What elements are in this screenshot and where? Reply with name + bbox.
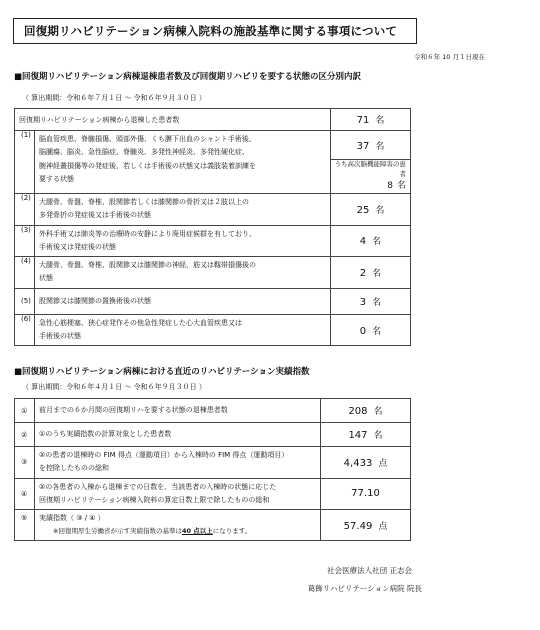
org-name: 社会医療法人社団 正志会 (327, 566, 412, 575)
table-row (15, 131, 411, 160)
table-row (15, 314, 411, 346)
section1-heading: ■回復期リハビリテーション病棟退棟患者数及び回復期リハビリを要する状態の区分別内訳 (14, 72, 362, 82)
table-row (15, 257, 411, 289)
row-description: 急性心筋梗塞、狭心症発作その他急性発症した心大血管疾患又は 手術後の状態 (35, 314, 331, 346)
row-description: ①のうち実績指数の計算対象とした患者数 (35, 423, 321, 447)
row-number: (2) (15, 194, 35, 226)
row-description: 大腿骨、骨盤、脊椎、股関節若しくは膝関節の骨折又は２肢以上の 多発骨折の発症後又は手術後の状態 (35, 194, 331, 226)
table-row (15, 510, 411, 541)
row-description: 大腿骨、骨盤、脊椎、股関節又は膝関節の神経、筋又は靱帯損傷後の 状態 (35, 257, 331, 289)
row-value: 57.49 点 (321, 510, 411, 541)
row-value: 3 名 (331, 288, 411, 314)
row-number: ② (15, 423, 35, 447)
table-row (15, 194, 411, 226)
row-description: 前月までの６か月間の回復期リハを要する状態の退棟患者数 (35, 399, 321, 423)
row-value: 2 名 (331, 257, 411, 289)
row-value: 4 名 (331, 225, 411, 257)
table-row (15, 225, 411, 257)
row-description: ②の患者の退棟時の FIM 得点（運動項目）から入棟時の FIM 得点（運動項目） を控除したものの総和 (35, 447, 321, 479)
row-value: 77.10 (321, 478, 411, 510)
total-row (15, 109, 411, 131)
row-value: 25 名 (331, 194, 411, 226)
index-table (14, 398, 411, 541)
document-title: 回復期リハビリテーション病棟入院料の施設基準に関する事項について (13, 18, 417, 44)
hospital-signature: 葛飾リハビリテーション病院 院長 (307, 584, 422, 593)
table-row (15, 478, 411, 510)
as-of-date: 令和６年 10 月１日現在 (414, 53, 485, 61)
row-number: ⑤ (15, 510, 35, 541)
row-value: 4,433 点 (321, 447, 411, 479)
row-number: (5) (15, 288, 35, 314)
row-description: 脳血管疾患、脊髄損傷、頭部外傷、くも膜下出血のシャント手術後、 脳腫瘍、脳炎、急性脳症、脊髄炎、多発性神経炎、多発性硬化症、 腕神経叢損傷等の発症後、若しくは手術後の状態又は義肢装着訓練を 要する状態 (35, 131, 331, 194)
row-value: 0 名 (331, 314, 411, 346)
row-number: (1) (15, 131, 35, 194)
table-row (15, 288, 411, 314)
section1-period: （ 算出期間：令和６年７月１日 ～ 令和６年９月３０日 ） (22, 94, 206, 102)
row-description: 実績指数（ ③ / ④ ） ※回復期厚生労働省が示す実績指数の基準は40 点以上になります。 (35, 510, 321, 541)
row-number: (3) (15, 225, 35, 257)
row-value: 147 名 (321, 423, 411, 447)
row-description: ②の各患者の入棟から退棟までの日数を、当該患者の入棟時の状態に応じた 回復期リハビリテーション病棟入院料の算定日数上限で除したものの総和 (35, 478, 321, 510)
section2-period: （ 算出期間：令和６年４月１日 ～ 令和６年９月３０日 ） (22, 383, 206, 391)
total-label: 回復期リハビリテーション病棟から退棟した患者数 (15, 109, 331, 131)
sub-value: うち高次脳機能障害の患者 8 名 (331, 160, 411, 194)
total-value: 71 名 (331, 109, 411, 131)
row-number: (4) (15, 257, 35, 289)
row-number: ③ (15, 447, 35, 479)
row-number: ① (15, 399, 35, 423)
discharge-table (14, 108, 411, 346)
row-value: 208 名 (321, 399, 411, 423)
threshold-note: ※回復期厚生労働省が示す実績指数の基準は40 点以上になります。 (53, 527, 252, 536)
row-number: (6) (15, 314, 35, 346)
table-row (15, 447, 411, 479)
row-number: ④ (15, 478, 35, 510)
table-row (15, 399, 411, 423)
row-description: 外科手術又は肺炎等の治療時の安静により廃用症候群を有しており、 手術後又は発症後の状態 (35, 225, 331, 257)
row-value: 37 名 (331, 131, 411, 160)
table-row (15, 423, 411, 447)
section2-heading: ■回復期リハビリテーション病棟における直近のリハビリテーション実績指数 (14, 367, 310, 377)
row-description: 股関節又は膝関節の置換術後の状態 (35, 288, 331, 314)
